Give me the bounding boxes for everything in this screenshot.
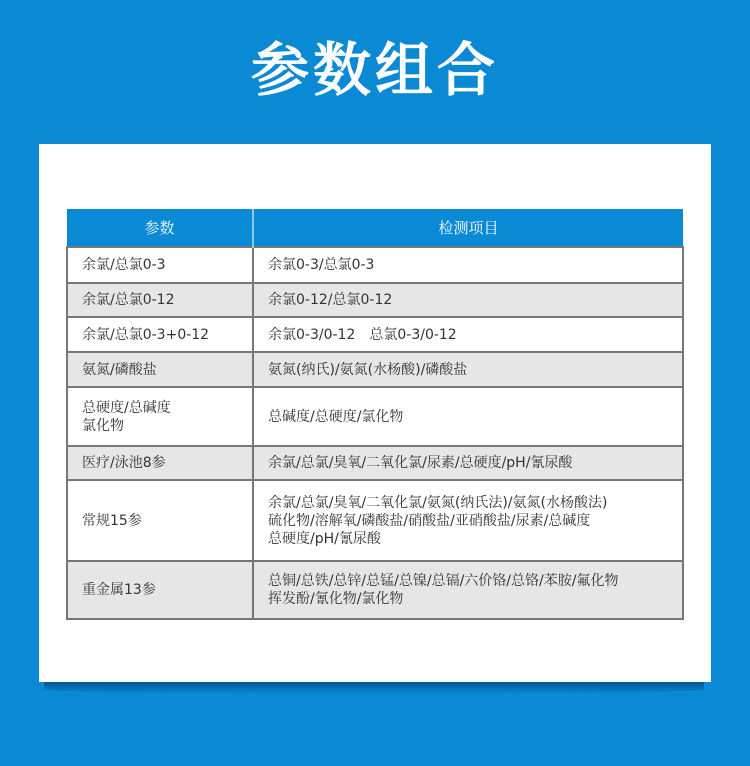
param-text: 余氯/总氯0-3+0-12 <box>82 326 210 343</box>
items-cell <box>253 247 683 283</box>
items-cell <box>253 317 683 352</box>
items-text: 总碱度/总硬度/氯化物 <box>268 408 404 425</box>
items-text: 余氯0-3/总氯0-3 <box>268 257 375 273</box>
param-text: 氨氮/磷酸盐 <box>82 361 157 378</box>
header-items: 检测项目 <box>253 209 683 247</box>
items-text: 余氯0-3/0-12 总氯0-3/0-12 <box>268 326 457 343</box>
param-text: 常规15参 <box>82 512 142 529</box>
param-text: 余氯/总氯0-12 <box>82 292 175 308</box>
items-cell <box>253 561 683 619</box>
table-row <box>67 561 683 619</box>
param-text: 余氯/总氯0-3 <box>82 257 166 273</box>
table-row <box>67 480 683 561</box>
param-text: 氯化物 <box>82 417 124 434</box>
items-cell <box>253 283 683 317</box>
table-row <box>67 446 683 480</box>
items-cell <box>253 387 683 446</box>
param-text: 医疗/泳池8参 <box>82 455 166 471</box>
items-cell <box>253 352 683 387</box>
page-title: 参数组合 <box>250 36 499 104</box>
table-row <box>67 387 683 446</box>
param-text: 总硬度/总碱度 <box>82 399 171 416</box>
items-text: 氨氮(纳氏)/氨氮(水杨酸)/磷酸盐 <box>268 361 468 378</box>
table-row <box>67 317 683 352</box>
table-row <box>67 247 683 283</box>
param-cell <box>67 561 253 619</box>
param-cell <box>67 387 253 446</box>
param-cell <box>67 317 253 352</box>
items-text: 总铜/总铁/总锌/总锰/总镍/总镉/六价铬/总铬/苯胺/氟化物 <box>268 573 619 589</box>
items-text: 余氯0-12/总氯0-12 <box>268 292 393 308</box>
table-header-row <box>67 209 683 247</box>
table-row <box>67 283 683 317</box>
table-body <box>67 247 683 619</box>
items-text: 硫化物/溶解氧/磷酸盐/硝酸盐/亚硝酸盐/尿素/总碱度 <box>268 512 591 529</box>
items-text: 挥发酚/氰化物/氯化物 <box>268 591 404 607</box>
items-cell <box>253 480 683 561</box>
param-cell <box>67 480 253 561</box>
items-cell <box>253 446 683 480</box>
param-text: 重金属13参 <box>82 582 156 598</box>
parameter-table <box>66 209 684 620</box>
header-param: 参数 <box>67 209 253 247</box>
param-cell <box>67 247 253 283</box>
table-row <box>67 352 683 387</box>
param-cell <box>67 283 253 317</box>
items-text: 余氯/总氯/臭氧/二氧化氯/尿素/总硬度/pH/氰尿酸 <box>268 455 573 471</box>
param-cell <box>67 352 253 387</box>
items-text: 余氯/总氯/臭氧/二氧化氯/氨氮(纳氏法)/氨氮(水杨酸法) <box>268 494 608 511</box>
items-text: 总硬度/pH/氰尿酸 <box>268 530 381 547</box>
content-card <box>39 144 711 682</box>
param-cell <box>67 446 253 480</box>
